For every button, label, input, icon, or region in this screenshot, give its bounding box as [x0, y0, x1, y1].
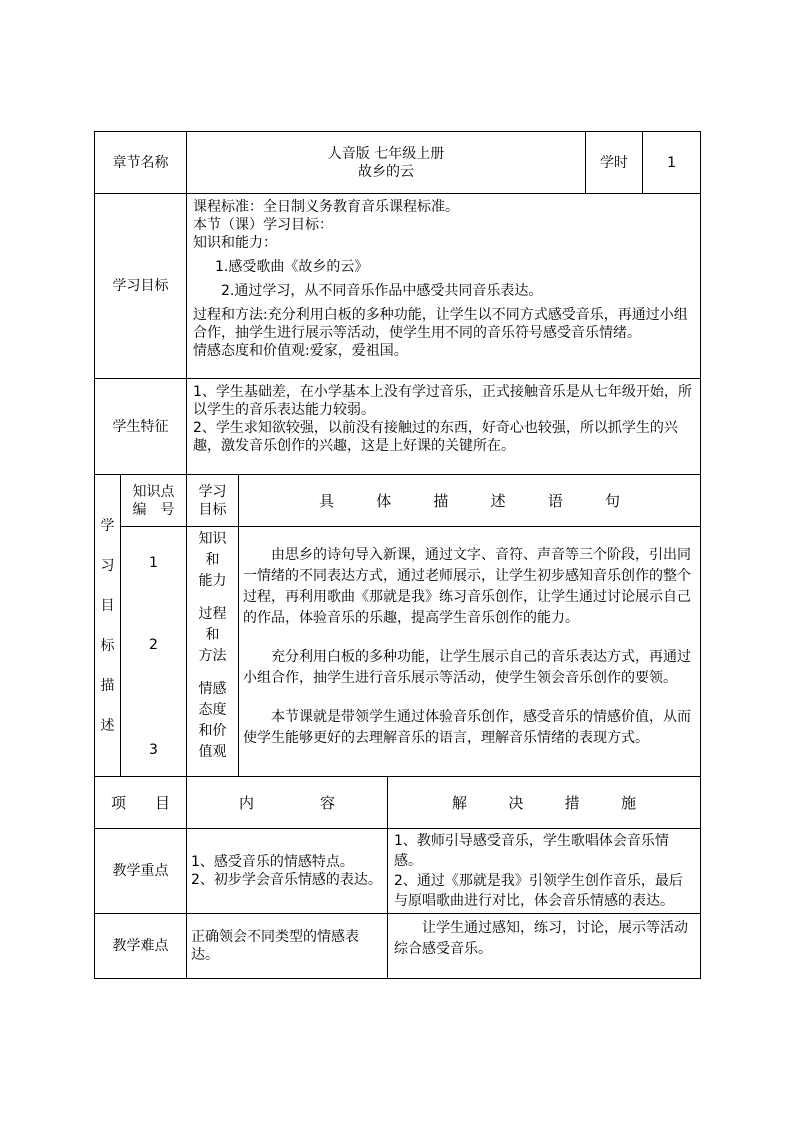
solution-header-char: 施	[620, 793, 636, 812]
objective-line: 1.感受歌曲《故乡的云》	[215, 259, 369, 275]
goal-word: 和	[205, 627, 220, 643]
key-points-content	[187, 829, 388, 914]
goal-word: 和	[205, 552, 220, 568]
knowledge-number: 3	[149, 742, 158, 758]
content-header-char: 容	[319, 793, 335, 812]
col-item-header	[95, 777, 187, 829]
chapter-line-1: 人音版 七年级上册	[327, 145, 445, 162]
item-header-char: 目	[154, 793, 170, 812]
objectives-label: 学习目标	[95, 194, 187, 379]
objective-line: 过程和方法:充分利用白板的多种功能，让学生以不同方式感受音乐，再通过小组合作，抽学生进行展示等活动，使学生用不同的音乐符号感受音乐情绪。	[193, 307, 688, 341]
vertical-char: 描	[100, 677, 115, 694]
detail-header-char: 体	[376, 491, 392, 510]
chapter-name	[187, 132, 586, 194]
description-paragraph: 本节课就是带领学生通过体验音乐创作，感受音乐的情感价值，从而使学生能够更好的去理解音乐的语言，理解音乐情绪的表现方式。	[243, 709, 691, 746]
goal-word: 情感	[198, 681, 227, 697]
chapter-label: 章节名称	[95, 132, 187, 194]
solution-header-char: 措	[564, 793, 580, 812]
vertical-char: 述	[100, 717, 115, 734]
vertical-char: 学	[100, 517, 115, 534]
col-number-line1: 知识点	[132, 483, 175, 500]
difficulties-solution: 让学生通过感知，练习，讨论，展示等活动综合感受音乐。	[388, 914, 701, 979]
description-body-row	[95, 527, 701, 777]
col-goal-line2: 目标	[198, 501, 227, 518]
key-points-label: 教学重点	[95, 829, 187, 914]
key-solution-line: 2、通过《那就是我》引领学生创作音乐，最后与原唱歌曲进行对比，体会音乐情感的表达。	[394, 873, 683, 909]
solution-header-char: 解	[452, 793, 468, 812]
knowledge-numbers	[121, 527, 187, 777]
description-header-row	[95, 475, 701, 527]
knowledge-number: 2	[149, 637, 158, 653]
detail-header-char: 描	[433, 491, 449, 510]
goal-word: 能力	[198, 573, 227, 589]
goal-word: 知识	[198, 531, 227, 547]
description-paragraphs	[239, 527, 701, 777]
col-number-line2: 编 号	[132, 501, 175, 518]
students-row	[95, 379, 701, 475]
col-solution-header	[388, 777, 701, 829]
lesson-plan-table	[94, 131, 701, 979]
detail-header-char: 述	[490, 491, 506, 510]
student-line: 1、学生基础差，在小学基本上没有学过音乐，正式接触音乐是从七年级开始，所以学生的音乐表达能力较弱。	[193, 384, 692, 418]
goal-word: 值观	[198, 744, 227, 760]
difficulties-row	[95, 914, 701, 979]
goal-word: 态度	[198, 702, 227, 718]
difficulties-label: 教学难点	[95, 914, 187, 979]
goal-word: 过程	[198, 606, 227, 622]
detail-header-char: 语	[547, 491, 563, 510]
objective-line: 2.通过学习，从不同音乐作品中感受共同音乐表达。	[221, 283, 543, 299]
solution-header-char: 决	[508, 793, 524, 812]
hours-label: 学时	[586, 132, 643, 194]
detail-header-char: 具	[319, 491, 335, 510]
col-content-header	[187, 777, 388, 829]
objectives-content	[187, 194, 701, 379]
description-paragraph: 充分利用白板的多种功能，让学生展示自己的音乐表达方式，再通过小组合作，抽学生进行音乐展示等活动，使学生领会音乐创作的要领。	[243, 649, 691, 686]
vertical-char: 目	[100, 597, 115, 614]
vertical-char: 习	[100, 557, 115, 574]
col-goal-header	[187, 475, 239, 527]
items-header-row	[95, 777, 701, 829]
hours-value: 1	[643, 132, 701, 194]
col-number-header	[121, 475, 187, 527]
objectives-row	[95, 194, 701, 379]
item-header-char: 项	[111, 793, 127, 812]
student-line: 2、学生求知欲较强，以前没有接触过的东西，好奇心也较强，所以抓学生的兴趣，激发音乐创作的兴趣，这是上好课的关键所在。	[193, 420, 678, 454]
goal-types	[187, 527, 239, 777]
students-content	[187, 379, 701, 475]
objective-line: 课程标准：全日制义务教育音乐课程标准。	[193, 199, 459, 215]
chapter-line-2: 故乡的云	[358, 163, 415, 180]
difficulties-content: 正确领会不同类型的情感表达。	[187, 914, 388, 979]
key-content-line: 1、感受音乐的情感特点。	[191, 854, 354, 870]
objective-line: 知识和能力：	[193, 235, 277, 251]
students-label: 学生特征	[95, 379, 187, 475]
goal-word: 方法	[198, 648, 227, 664]
objective-line: 本节（课）学习目标：	[193, 217, 333, 233]
detail-header-char: 句	[605, 491, 621, 510]
content-header-char: 内	[239, 793, 255, 812]
key-solution-line: 1、教师引导感受音乐，学生歌唱体会音乐情感。	[394, 833, 669, 869]
key-content-line: 2、初步学会音乐情感的表达。	[191, 872, 382, 888]
chapter-row	[95, 132, 701, 194]
objective-line: 情感态度和价值观:爱家，爱祖国。	[193, 343, 408, 359]
knowledge-number: 1	[149, 555, 158, 571]
col-goal-line1: 学习	[198, 483, 227, 500]
vertical-char: 标	[100, 637, 115, 654]
key-points-row	[95, 829, 701, 914]
description-paragraph: 由思乡的诗句导入新课，通过文字、音符、声音等三个阶段，引出同一情绪的不同表达方式，通过老师展示，让学生初步感知音乐创作的整个过程，再利用歌曲《那就是我》练习音乐创作，让学生通过讨论展示自己的作品，体验音乐的乐趣，提高学生音乐创作的能力。	[243, 547, 691, 626]
key-points-solution	[388, 829, 701, 914]
goal-word: 和价	[198, 723, 227, 739]
description-vertical-label	[95, 475, 121, 777]
col-detail-header	[239, 475, 701, 527]
